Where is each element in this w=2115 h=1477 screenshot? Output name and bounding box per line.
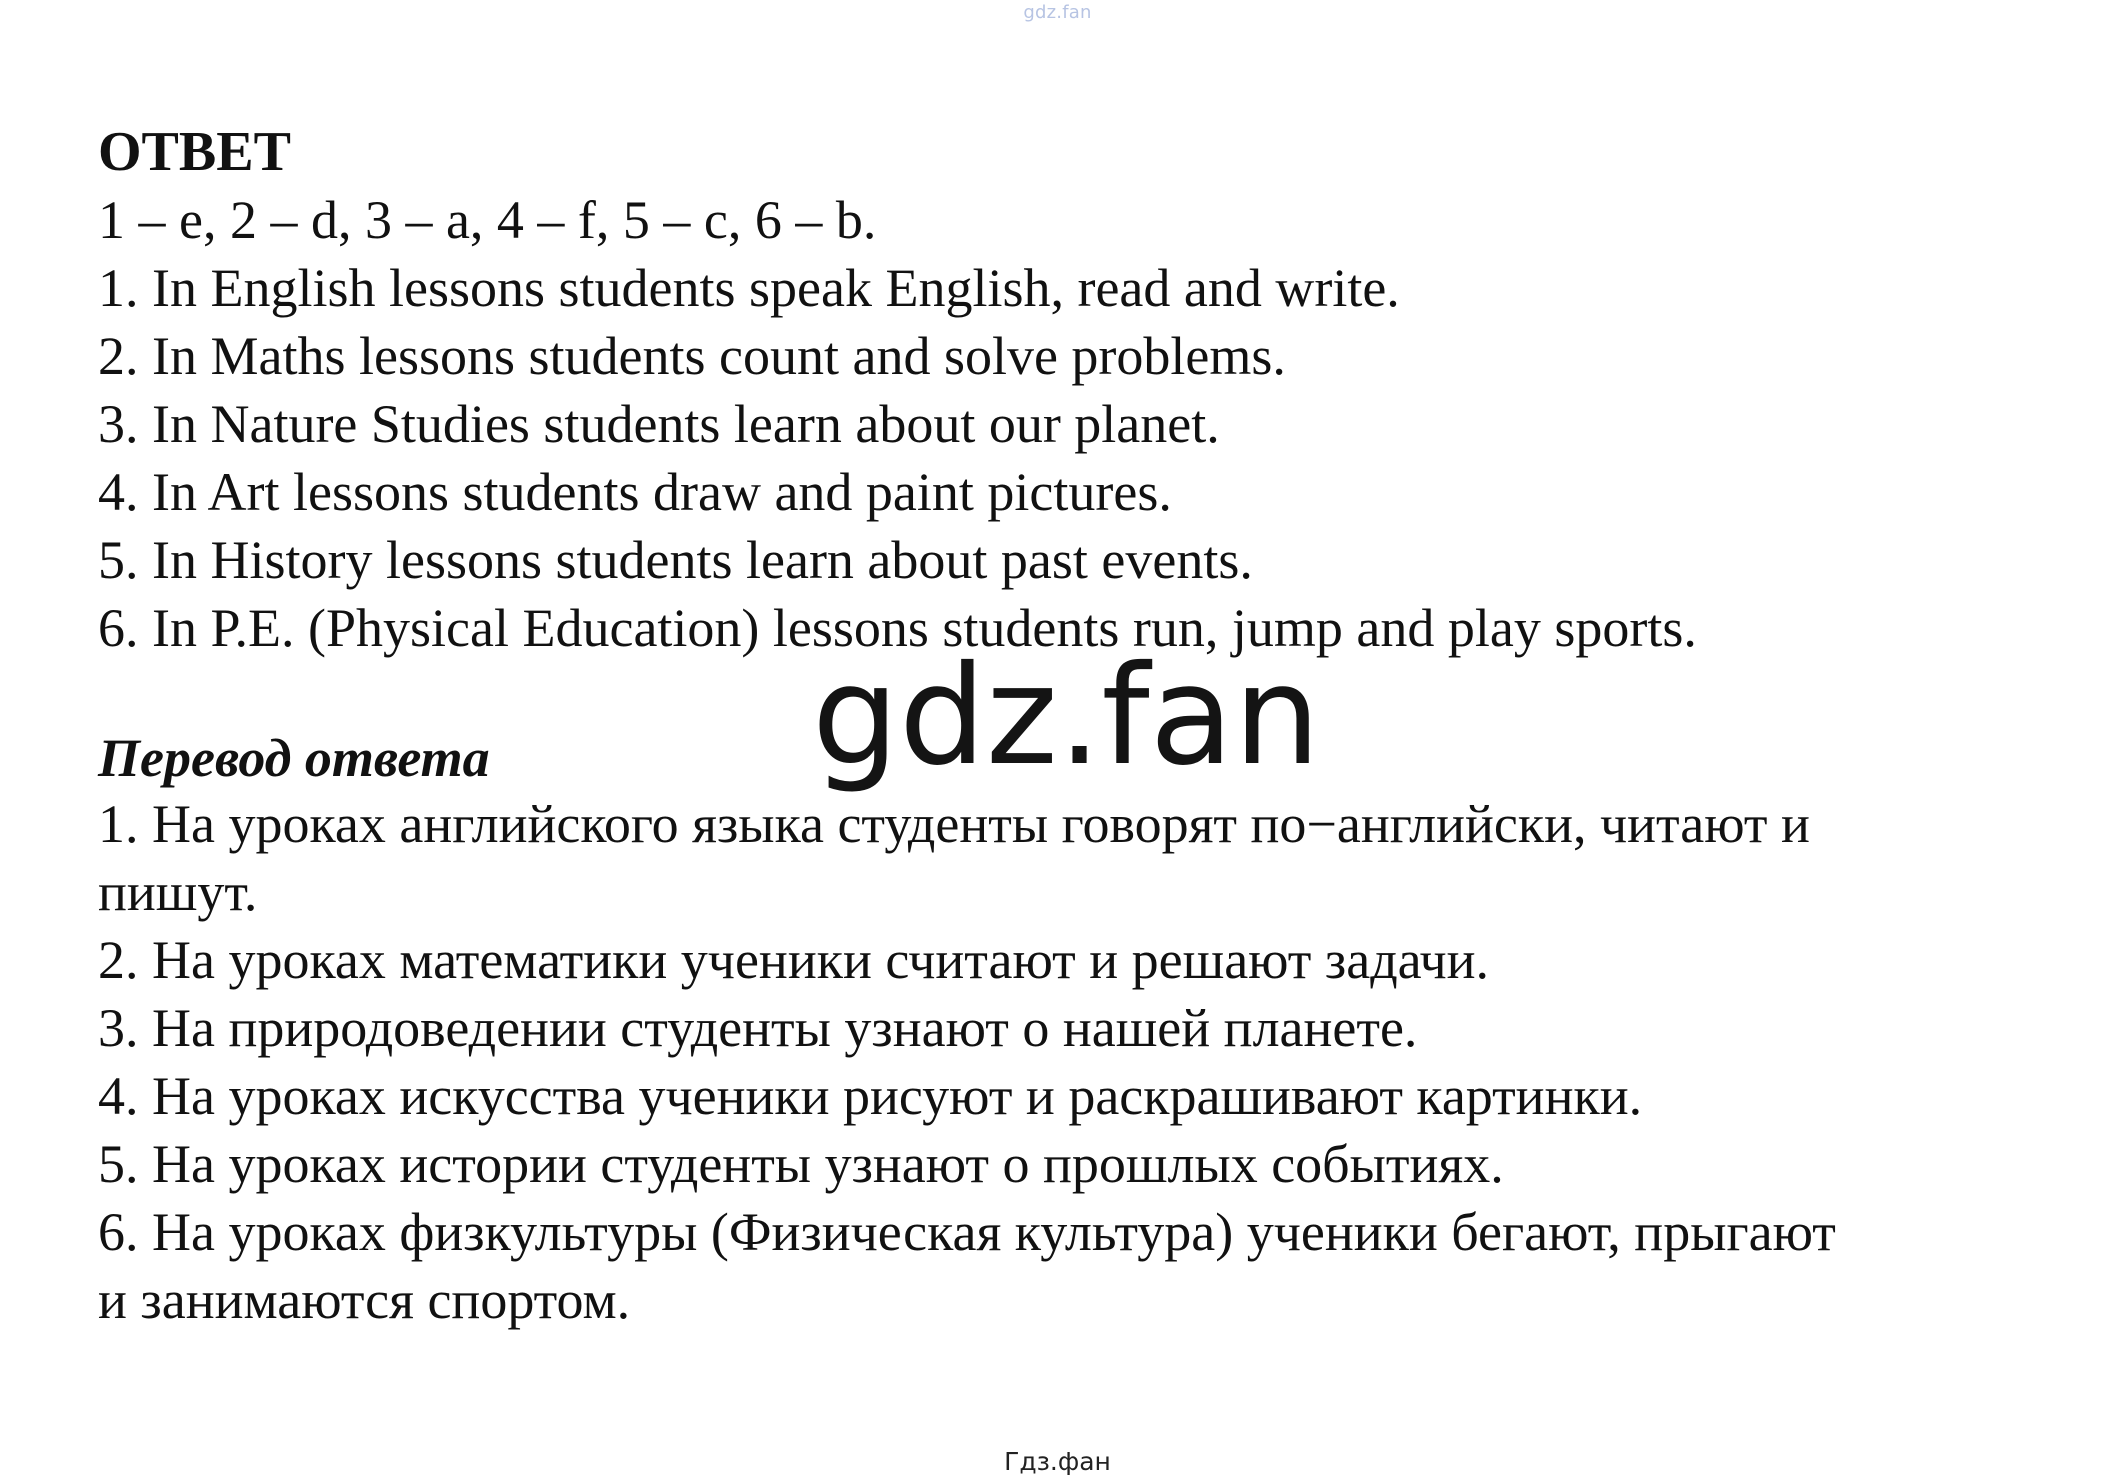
translation-line-3: 3. На природоведении студенты узнают о нашей планете. bbox=[98, 998, 1418, 1058]
translation-line-5: 5. На уроках истории студенты узнают о прошлых событиях. bbox=[98, 1134, 1504, 1194]
answer-line-5: 5. In History lessons students learn about past events. bbox=[98, 530, 1253, 590]
translation-line-1b: пишут. bbox=[98, 862, 258, 922]
top-watermark: gdz.fan bbox=[1023, 2, 1092, 23]
center-watermark: gdz.fan bbox=[812, 637, 1321, 796]
translation-line-1a: 1. На уроках английского языка студенты говорят по−английски, читают и bbox=[98, 794, 1810, 854]
answer-line-4: 4. In Art lessons students draw and paint pictures. bbox=[98, 462, 1172, 522]
translation-line-6b: и занимаются спортом. bbox=[98, 1270, 631, 1330]
answer-line-3: 3. In Nature Studies students learn about our planet. bbox=[98, 394, 1220, 454]
answer-line-1: 1. In English lessons students speak English, read and write. bbox=[98, 258, 1400, 318]
translation-line-2: 2. На уроках математики ученики считают и решают задачи. bbox=[98, 930, 1490, 990]
answer-line-2: 2. In Maths lessons students count and solve problems. bbox=[98, 326, 1286, 386]
translation-line-6a: 6. На уроках физкультуры (Физическая культура) ученики бегают, прыгают bbox=[98, 1202, 1836, 1262]
answer-key: 1 – e, 2 – d, 3 – a, 4 – f, 5 – c, 6 – b. bbox=[98, 190, 877, 250]
answer-title: ОТВЕТ bbox=[98, 121, 291, 183]
answer-line-6: 6. In P.E. (Physical Education) lessons students run, jump and play sports. bbox=[98, 598, 1697, 658]
translation-title: Перевод ответа bbox=[98, 728, 490, 788]
bottom-watermark: Гдз.фан bbox=[1004, 1447, 1111, 1476]
translation-line-4: 4. На уроках искусства ученики рисуют и раскрашивают картинки. bbox=[98, 1066, 1643, 1126]
